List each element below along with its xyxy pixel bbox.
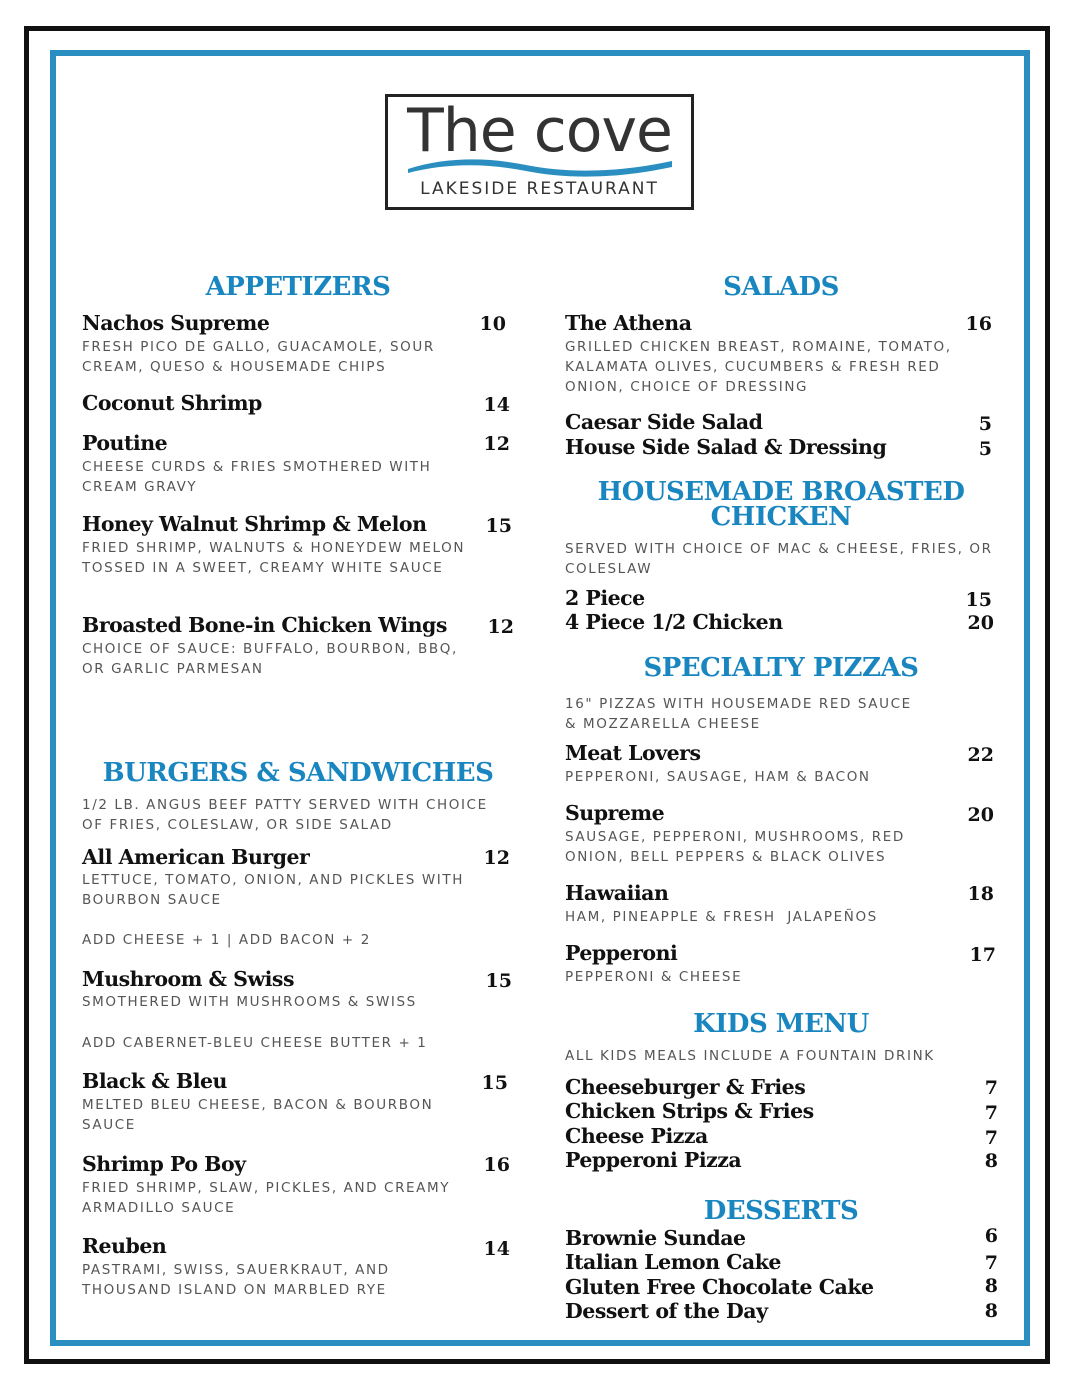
item-coconut-shrimp: Coconut Shrimp	[82, 391, 262, 415]
section-title-chicken-line2: CHICKEN	[710, 502, 852, 532]
price-black-bleu: 15	[481, 1072, 508, 1094]
desc-chicken-wings: CHOICE OF SAUCE: BUFFALO, BOURBON, BBQ, OR GARLIC PARMESAN	[82, 641, 458, 677]
kids-intro: ALL KIDS MEALS INCLUDE A FOUNTAIN DRINK	[565, 1048, 935, 1064]
item-2-piece: 2 Piece	[565, 586, 645, 610]
item-shrimp-po-boy: Shrimp Po Boy	[82, 1152, 246, 1176]
item-mushroom-swiss: Mushroom & Swiss	[82, 967, 294, 991]
price-coconut-shrimp: 14	[483, 394, 510, 416]
item-caesar-side-salad: Caesar Side Salad	[565, 410, 763, 434]
desc-supreme: SAUSAGE, PEPPERONI, MUSHROOMS, RED ONION, BELL PEPPERS & BLACK OLIVES	[565, 829, 905, 865]
pizzas-intro: 16" PIZZAS WITH HOUSEMADE RED SAUCE & MOZZARELLA CHEESE	[565, 696, 912, 732]
price-meat-lovers: 22	[967, 744, 994, 766]
item-cheeseburger-fries: Cheeseburger & Fries	[565, 1075, 806, 1099]
burgers-intro: 1/2 LB. ANGUS BEEF PATTY SERVED WITH CHOICE OF FRIES, COLESLAW, OR SIDE SALAD	[82, 797, 488, 833]
item-house-side-salad: House Side Salad & Dressing	[565, 435, 887, 459]
item-hawaiian: Hawaiian	[565, 881, 669, 905]
logo-wordmark: The cove	[407, 96, 672, 166]
item-honey-walnut-shrimp: Honey Walnut Shrimp & Melon	[82, 512, 427, 536]
desc-pepperoni: PEPPERONI & CHEESE	[565, 969, 743, 985]
price-reuben: 14	[483, 1238, 510, 1260]
item-chicken-strips-fries: Chicken Strips & Fries	[565, 1099, 814, 1123]
price-chicken-wings: 12	[487, 616, 514, 638]
price-pepperoni: 17	[969, 944, 996, 966]
item-brownie-sundae: Brownie Sundae	[565, 1226, 746, 1250]
item-pepperoni: Pepperoni	[565, 941, 678, 965]
item-all-american-burger: All American Burger	[82, 845, 310, 869]
price-hawaiian: 18	[967, 883, 994, 905]
price-cheese-pizza: 7	[984, 1127, 998, 1149]
item-pepperoni-pizza: Pepperoni Pizza	[565, 1148, 742, 1172]
item-reuben: Reuben	[82, 1234, 167, 1258]
desc-shrimp-po-boy: FRIED SHRIMP, SLAW, PICKLES, AND CREAMY ARMADILLO SAUCE	[82, 1180, 451, 1216]
desc-mushroom-swiss: SMOTHERED WITH MUSHROOMS & SWISS	[82, 994, 417, 1010]
price-mushroom-swiss: 15	[485, 970, 512, 992]
price-gluten-free-chocolate-cake: 8	[984, 1275, 998, 1297]
price-shrimp-po-boy: 16	[483, 1154, 510, 1176]
price-4-piece: 20	[967, 612, 994, 634]
item-poutine: Poutine	[82, 431, 168, 455]
item-4-piece: 4 Piece 1/2 Chicken	[565, 610, 783, 634]
desc-the-athena: GRILLED CHICKEN BREAST, ROMAINE, TOMATO, KALAMATA OLIVES, CUCUMBERS & FRESH RED ONION, CHOICE OF DRESSING	[565, 339, 952, 395]
restaurant-logo	[385, 94, 694, 210]
price-supreme: 20	[967, 804, 994, 826]
chicken-intro: SERVED WITH CHOICE OF MAC & CHEESE, FRIES, OR COLESLAW	[565, 541, 993, 577]
item-nachos-supreme: Nachos Supreme	[82, 311, 270, 335]
section-title-burgers: BURGERS & SANDWICHES	[102, 758, 494, 788]
desc-all-american-burger: LETTUCE, TOMATO, ONION, AND PICKLES WITH BOURBON SAUCE	[82, 872, 464, 908]
section-title-pizzas: SPECIALTY PIZZAS	[643, 653, 919, 683]
addon-mushroom-swiss: ADD CABERNET-BLEU CHEESE BUTTER + 1	[82, 1035, 428, 1051]
section-title-appetizers: APPETIZERS	[205, 272, 391, 302]
section-title-chicken-line1: HOUSEMADE BROASTED	[597, 477, 965, 507]
desc-hawaiian: HAM, PINEAPPLE & FRESH JALAPEÑOS	[565, 909, 878, 925]
wave-icon	[406, 155, 674, 177]
item-chicken-wings: Broasted Bone-in Chicken Wings	[82, 613, 447, 637]
logo-subtitle: LAKESIDE RESTAURANT	[420, 179, 659, 199]
item-black-bleu: Black & Bleu	[82, 1069, 227, 1093]
desc-nachos-supreme: FRESH PICO DE GALLO, GUACAMOLE, SOUR CREAM, QUESO & HOUSEMADE CHIPS	[82, 339, 435, 375]
price-cheeseburger-fries: 7	[984, 1077, 998, 1099]
desc-black-bleu: MELTED BLEU CHEESE, BACON & BOURBON SAUCE	[82, 1097, 434, 1133]
price-caesar-side-salad: 5	[978, 413, 992, 435]
desc-reuben: PASTRAMI, SWISS, SAUERKRAUT, AND THOUSAND ISLAND ON MARBLED RYE	[82, 1262, 390, 1298]
section-title-kids: KIDS MENU	[693, 1009, 869, 1039]
price-all-american-burger: 12	[483, 847, 510, 869]
item-dessert-of-the-day: Dessert of the Day	[565, 1299, 768, 1323]
price-italian-lemon-cake: 7	[984, 1252, 998, 1274]
price-chicken-strips-fries: 7	[984, 1102, 998, 1124]
price-nachos-supreme: 10	[479, 313, 506, 335]
item-cheese-pizza: Cheese Pizza	[565, 1124, 708, 1148]
addon-all-american-burger: ADD CHEESE + 1 | ADD BACON + 2	[82, 932, 371, 948]
price-dessert-of-the-day: 8	[984, 1300, 998, 1322]
desc-poutine: CHEESE CURDS & FRIES SMOTHERED WITH CREAM GRAVY	[82, 459, 432, 495]
price-house-side-salad: 5	[978, 438, 992, 460]
item-supreme: Supreme	[565, 801, 665, 825]
price-poutine: 12	[483, 433, 510, 455]
section-title-desserts: DESSERTS	[703, 1196, 859, 1226]
desc-honey-walnut-shrimp: FRIED SHRIMP, WALNUTS & HONEYDEW MELON TOSSED IN A SWEET, CREAMY WHITE SAUCE	[82, 540, 466, 576]
item-italian-lemon-cake: Italian Lemon Cake	[565, 1250, 781, 1274]
item-gluten-free-chocolate-cake: Gluten Free Chocolate Cake	[565, 1275, 874, 1299]
price-2-piece: 15	[965, 589, 992, 611]
price-honey-walnut-shrimp: 15	[485, 515, 512, 537]
desc-meat-lovers: PEPPERONI, SAUSAGE, HAM & BACON	[565, 769, 871, 785]
section-title-salads: SALADS	[723, 272, 839, 302]
price-pepperoni-pizza: 8	[984, 1150, 998, 1172]
price-brownie-sundae: 6	[984, 1225, 998, 1247]
item-meat-lovers: Meat Lovers	[565, 741, 701, 765]
item-the-athena: The Athena	[565, 311, 692, 335]
price-the-athena: 16	[965, 313, 992, 335]
